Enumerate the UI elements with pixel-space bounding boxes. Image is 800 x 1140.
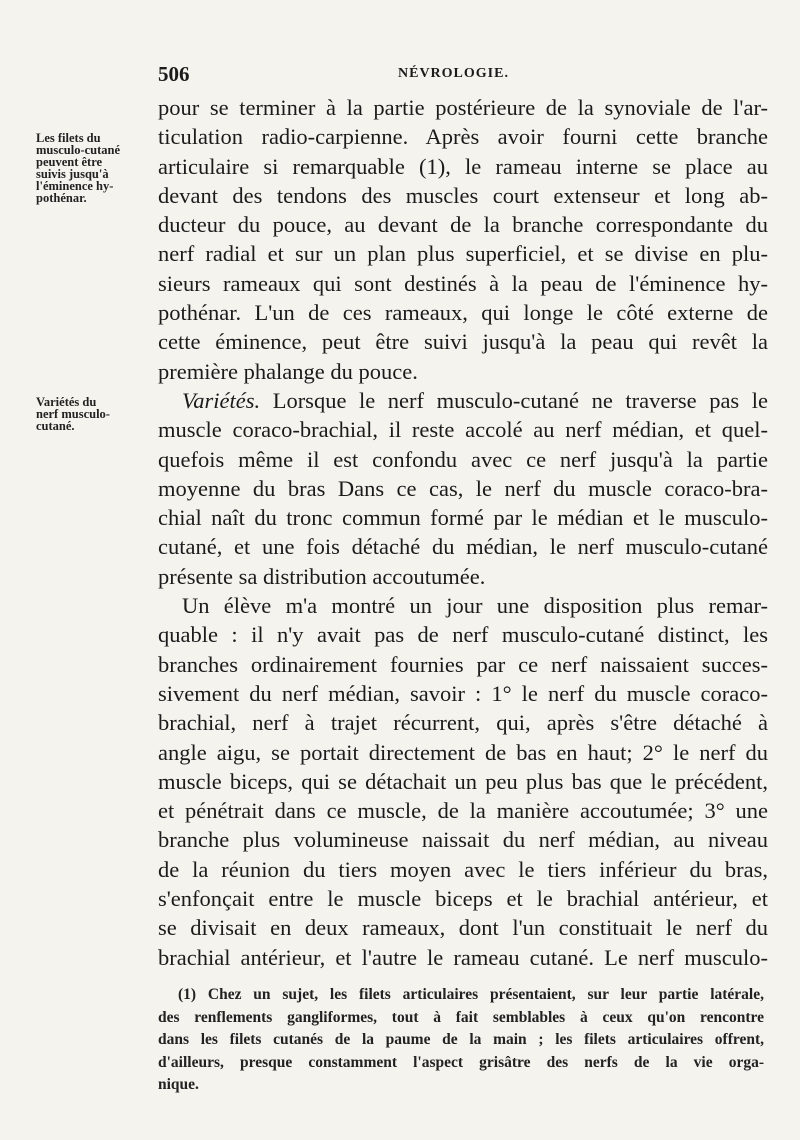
text-line: branches ordinairement fournies par ce nerf naissaient succes- [158,651,768,677]
sidenote-line: musculo-cutané [36,143,121,157]
text-line: moyenne du bras Dans ce cas, le nerf du muscle coraco-bra- [158,475,768,501]
footnote-line: des renflements gangliformes, tout à fait semblables à ceux qu'on rencontre [158,1008,764,1026]
text-line: cette éminence, peut être suivi jusqu'à la peau qui revêt la [158,329,768,355]
varietes-heading: Variétés. [182,387,261,413]
sidenote-line: Variétés du [36,395,97,409]
page-number: 506 [158,62,190,86]
text-line: nerf radial et sur un plan plus superficiel, et se divise en plu- [158,241,768,267]
footnote-line: nique. [158,1076,199,1093]
text-line: et pénétrait dans ce muscle, de la manière accoutumée; 3° une [158,798,768,824]
text-line: pour se terminer à la partie postérieure de la synoviale de l'ar- [158,95,768,120]
sidenote-line: Les filets du [36,131,101,145]
text-line: ducteur du pouce, au devant de la branche correspondante du [158,212,768,238]
sidenote-filets-musculo-cutane [36,132,154,204]
text-line: de la réunion du tiers moyen avec le tiers inférieur du bras, [158,856,768,882]
text-line: branche plus volumineuse naissait du nerf médian, au niveau [158,827,768,853]
text-line: pothénar. L'un de ces rameaux, qui longe le côté externe de [158,300,768,326]
text-line: ticulation radio-carpienne. Après avoir fourni cette branche [158,124,768,150]
text-line: quefois même il est confondu avec ce nerf jusqu'à la partie [158,446,768,472]
text-line: muscle biceps, qui se détachait un peu plus bas que le précédent, [158,768,768,794]
text-line: sivement du nerf médian, savoir : 1° le nerf du muscle coraco- [158,680,768,706]
text-line: cutané, et une fois détaché du médian, le nerf musculo-cutané [158,534,768,560]
sidenote-varietes [36,396,154,432]
footnote [158,984,764,1097]
main-text [158,93,768,972]
text-line-fragment: Lorsque le nerf musculo-cutané ne traverse pas le [260,387,768,413]
text-line: brachial, nerf à trajet récurrent, qui, après s'être détaché à [158,710,768,736]
text-line: première phalange du pouce. [158,358,418,384]
sidenote-line: nerf musculo- [36,407,110,421]
text-line: sieurs rameaux qui sont destinés à la peau de l'éminence hy- [158,270,768,296]
text-line: quable : il n'y avait pas de nerf musculo-cutané distinct, les [158,622,768,648]
text-line: muscle coraco-brachial, il reste accolé au nerf médian, et quel- [158,417,768,443]
text-line: devant des tendons des muscles court extenseur et long ab- [158,182,768,208]
footnote-line: (1) Chez un sujet, les filets articulaires présentaient, sur leur partie latérale, [178,986,764,1003]
text-line: présente sa distribution accoutumée. [158,563,486,589]
sidenote-line: l'éminence hy- [36,179,114,193]
text-line: angle aigu, se portait directement de bas en haut; 2° le nerf du [158,739,768,765]
sidenote-line: suivis jusqu'à [36,167,109,181]
sidenote-line: pothénar. [36,191,87,205]
text-line: Un élève m'a montré un jour une disposition plus remar- [182,593,768,619]
text-line: articulaire si remarquable (1), le rameau interne se place au [158,153,768,179]
varietes-paragraph-line [158,386,768,415]
footnote-line: d'ailleurs, presque constamment l'aspect grisâtre des nerfs de la vie orga- [158,1053,764,1071]
sidenote-line: peuvent être [36,155,103,169]
running-title: NÉVROLOGIE. [398,66,509,81]
sidenote-line: cutané. [36,419,75,433]
text-line: chial naît du tronc commun formé par le médian et le musculo- [158,505,768,531]
text-line: s'enfonçait entre le muscle biceps et le brachial antérieur, et [158,886,768,912]
text-line: se divisait en deux rameaux, dont l'un constituait le nerf du [158,915,768,941]
footnote-line: dans les filets cutanés de la paume de la main ; les filets articulaires offrent, [158,1031,764,1048]
text-line: brachial antérieur, et l'autre le rameau cutané. Le nerf musculo- [158,944,768,970]
